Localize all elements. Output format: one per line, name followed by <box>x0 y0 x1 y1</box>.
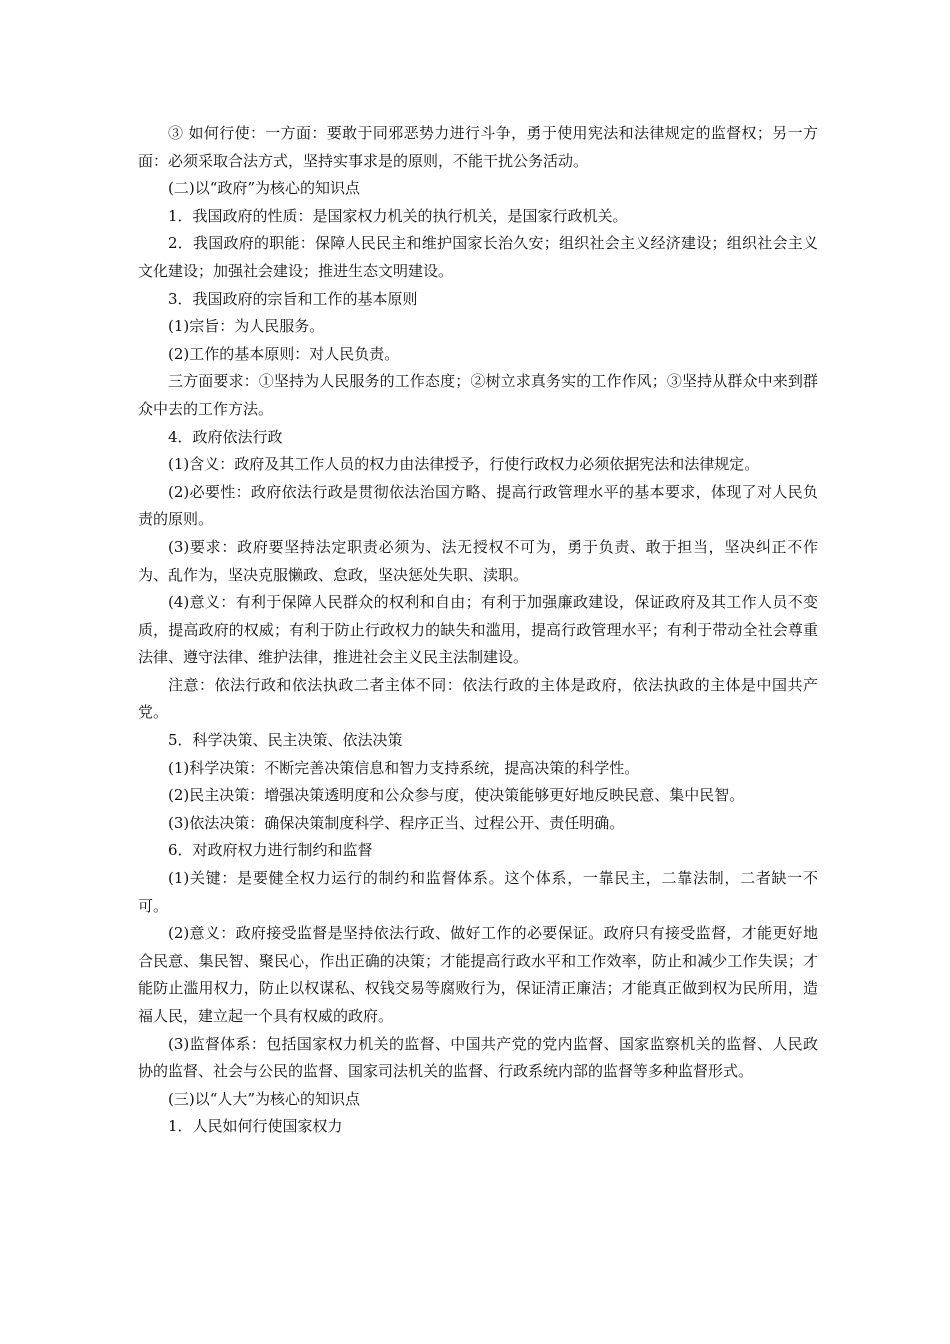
paragraph-note: 注意：依法行政和依法执政二者主体不同：依法行政的主体是政府，依法执政的主体是中国共产党。 <box>138 675 818 722</box>
paragraph-three-requirements: 三方面要求：①坚持为人民服务的工作态度；②树立求真务实的工作作风；③坚持从群众中来到群众中去的工作方法。 <box>138 372 818 418</box>
section-heading-government: (二)以“政府”为核心的知识点 <box>168 179 361 198</box>
subheading-exercise-power: 1．人民如何行使国家权力 <box>168 1117 343 1136</box>
section-heading-npc: (三)以“人大”为核心的知识点 <box>168 1089 361 1108</box>
paragraph-exercise-right: ③ 如何行使：一方面：要敢于同邪恶势力进行斗争，勇于使用宪法和法律规定的监督权；另一方面：必须采取合法方式，坚持实事求是的原则，不能干扰公务活动。 <box>138 124 818 170</box>
paragraph-necessity: (2)必要性：政府依法行政是贯彻依法治国方略、提高行政管理水平的基本要求，体现了对人民负责的原则。 <box>138 482 818 529</box>
paragraph-scientific-decision: (1)科学决策：不断完善决策信息和智力支持系统，提高决策的科学性。 <box>168 758 640 777</box>
subheading-supervision: 6．对政府权力进行制约和监督 <box>168 841 373 860</box>
paragraph-supervision-system: (3)监督体系：包括国家权力机关的监督、中国共产党的党内监督、国家监察机关的监督、人民政协的监督、社会与公民的监督、国家司法机关的监督、行政系统内部的监督等多种监督形式。 <box>138 1034 818 1081</box>
paragraph-key: (1)关键：是要健全权力运行的制约和监督体系。这个体系，一靠民主，二靠法制，二者缺一不可。 <box>138 869 818 915</box>
paragraph-democratic-decision: (2)民主决策：增强决策透明度和公众参与度，使决策能够更好地反映民意、集中民智。 <box>168 786 745 805</box>
paragraph-meaning: (1)含义：政府及其工作人员的权力由法律授予，行使行政权力必须依据宪法和法律规定。 <box>168 455 760 474</box>
paragraph-government-nature: 1．我国政府的性质：是国家权力机关的执行机关，是国家行政机关。 <box>168 206 628 225</box>
subheading-purpose-principle: 3．我国政府的宗旨和工作的基本原则 <box>168 289 418 308</box>
document-body <box>138 120 818 1141</box>
paragraph-government-functions: 2．我国政府的职能：保障人民民主和维护国家长治久安；组织社会主义经济建设；组织社会主义文化建设；加强社会建设；推进生态文明建设。 <box>138 234 818 280</box>
paragraph-basic-principle: (2)工作的基本原则：对人民负责。 <box>168 344 400 363</box>
paragraph-significance: (4)意义：有利于保障人民群众的权利和自由；有利于加强廉政建设，保证政府及其工作人员不变质，提高政府的权威；有利于防止行政权力的缺失和滥用，提高行政管理水平；有利于带动全社会尊重法律、遵守法律、维护法律，推进社会主义民主法制建设。 <box>138 593 818 667</box>
paragraph-requirements: (3)要求：政府要坚持法定职责必须为、法无授权不可为，勇于负责、敢于担当，坚决纠正不作为、乱作为，坚决克服懒政、怠政，坚决惩处失职、渎职。 <box>138 537 818 584</box>
paragraph-lawful-decision: (3)依法决策：确保决策制度科学、程序正当、过程公开、责任明确。 <box>168 813 625 832</box>
subheading-administration-by-law: 4．政府依法行政 <box>168 427 283 446</box>
paragraph-supervision-significance: (2)意义：政府接受监督是坚持依法行政、做好工作的必要保证。政府只有接受监督，才能更好地合民意、集民智、聚民心，作出正确的决策；才能提高行政水平和工作效率，防止和减少工作失误；才能防止滥用权力，防止以权谋私、权钱交易等腐败行为，保证清正廉洁；才能真正做到权为民所用，造福人民，建立起一个具有权威的政府。 <box>138 924 818 1025</box>
paragraph-purpose: (1)宗旨：为人民服务。 <box>168 317 325 336</box>
subheading-decision-making: 5．科学决策、民主决策、依法决策 <box>168 731 403 750</box>
